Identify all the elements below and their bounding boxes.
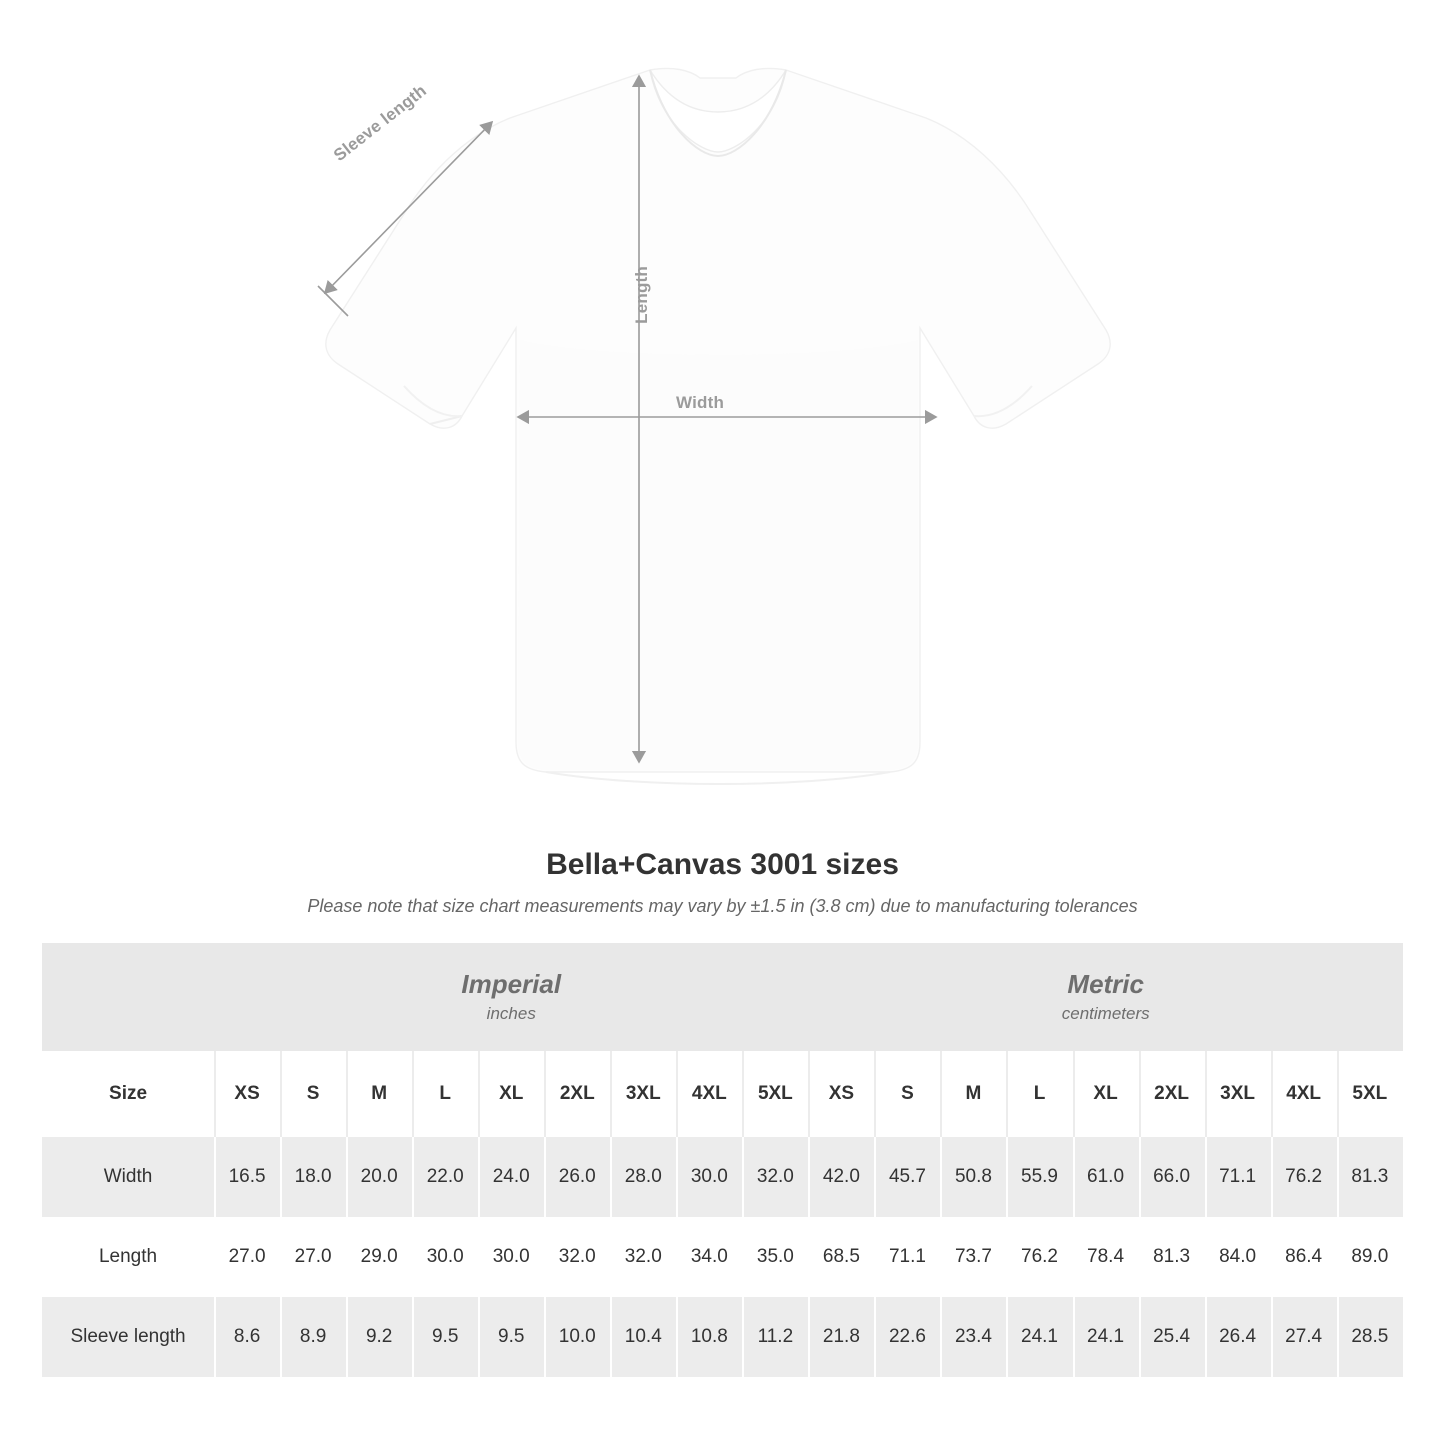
cell-sleeve-imperial-2xl: 10.0 xyxy=(544,1297,610,1377)
cell-width-imperial-5xl: 32.0 xyxy=(742,1137,808,1217)
table-row xyxy=(42,1297,1403,1377)
cell-sleeve-imperial-3xl: 10.4 xyxy=(610,1297,676,1377)
size-col-header: M xyxy=(346,1051,412,1137)
cell-length-metric-s: 71.1 xyxy=(874,1217,940,1297)
cell-width-metric-l: 55.9 xyxy=(1006,1137,1072,1217)
length-label: Length xyxy=(632,266,651,324)
cell-sleeve-imperial-4xl: 10.8 xyxy=(676,1297,742,1377)
size-col-header: S xyxy=(280,1051,346,1137)
cell-width-imperial-xs: 16.5 xyxy=(214,1137,280,1217)
size-col-header: L xyxy=(412,1051,478,1137)
cell-width-metric-2xl: 66.0 xyxy=(1139,1137,1205,1217)
size-col-header: XL xyxy=(1073,1051,1139,1137)
sleeve-length-label: Sleeve length xyxy=(330,80,431,165)
page-title: Bella+Canvas 3001 sizes xyxy=(546,848,899,881)
row-header-label: Size xyxy=(42,1051,214,1137)
size-col-header: XS xyxy=(808,1051,874,1137)
cell-length-imperial-5xl: 35.0 xyxy=(742,1217,808,1297)
cell-length-imperial-l: 30.0 xyxy=(412,1217,478,1297)
cell-length-metric-l: 76.2 xyxy=(1006,1217,1072,1297)
cell-sleeve-imperial-l: 9.5 xyxy=(412,1297,478,1377)
cell-width-metric-5xl: 81.3 xyxy=(1337,1137,1403,1217)
size-col-header: 2XL xyxy=(1139,1051,1205,1137)
cell-sleeve-metric-5xl: 28.5 xyxy=(1337,1297,1403,1377)
size-header-row xyxy=(42,1051,1403,1137)
sleeve-arrow-endcap xyxy=(318,286,348,316)
cell-sleeve-metric-s: 22.6 xyxy=(874,1297,940,1377)
size-col-header: 5XL xyxy=(1337,1051,1403,1137)
cell-sleeve-metric-xs: 21.8 xyxy=(808,1297,874,1377)
cell-length-imperial-4xl: 34.0 xyxy=(676,1217,742,1297)
cell-length-imperial-2xl: 32.0 xyxy=(544,1217,610,1297)
cell-length-metric-3xl: 84.0 xyxy=(1205,1217,1271,1297)
row-label-width: Width xyxy=(42,1137,214,1217)
width-label: Width xyxy=(676,393,725,412)
cell-sleeve-metric-4xl: 27.4 xyxy=(1271,1297,1337,1377)
imperial-unit-sub: inches xyxy=(486,1003,536,1023)
cell-sleeve-metric-l: 24.1 xyxy=(1006,1297,1072,1377)
size-chart-table xyxy=(42,943,1403,1377)
cell-length-metric-2xl: 81.3 xyxy=(1139,1217,1205,1297)
cell-length-imperial-m: 29.0 xyxy=(346,1217,412,1297)
size-col-header: 4XL xyxy=(676,1051,742,1137)
size-col-header: L xyxy=(1006,1051,1072,1137)
unit-header-row xyxy=(42,943,1403,1051)
cell-width-metric-4xl: 76.2 xyxy=(1271,1137,1337,1217)
cell-width-imperial-l: 22.0 xyxy=(412,1137,478,1217)
imperial-unit-name: Imperial xyxy=(461,969,562,999)
cell-width-imperial-4xl: 30.0 xyxy=(676,1137,742,1217)
cell-sleeve-metric-m: 23.4 xyxy=(940,1297,1006,1377)
cell-length-imperial-xl: 30.0 xyxy=(478,1217,544,1297)
cell-sleeve-imperial-xl: 9.5 xyxy=(478,1297,544,1377)
cell-length-metric-4xl: 86.4 xyxy=(1271,1217,1337,1297)
cell-width-imperial-3xl: 28.0 xyxy=(610,1137,676,1217)
cell-width-metric-m: 50.8 xyxy=(940,1137,1006,1217)
size-col-header: M xyxy=(940,1051,1006,1137)
size-col-header: XL xyxy=(478,1051,544,1137)
cell-sleeve-imperial-5xl: 11.2 xyxy=(742,1297,808,1377)
cell-sleeve-imperial-xs: 8.6 xyxy=(214,1297,280,1377)
row-label-length: Length xyxy=(42,1217,214,1297)
cell-width-imperial-xl: 24.0 xyxy=(478,1137,544,1217)
cell-length-metric-m: 73.7 xyxy=(940,1217,1006,1297)
metric-unit-sub: centimeters xyxy=(1061,1003,1150,1023)
cell-width-metric-xl: 61.0 xyxy=(1073,1137,1139,1217)
size-col-header: 3XL xyxy=(610,1051,676,1137)
cell-sleeve-imperial-m: 9.2 xyxy=(346,1297,412,1377)
row-label-sleeve-length: Sleeve length xyxy=(42,1297,214,1377)
cell-sleeve-imperial-s: 8.9 xyxy=(280,1297,346,1377)
shirt-shape xyxy=(326,68,1110,784)
size-col-header: 4XL xyxy=(1271,1051,1337,1137)
cell-width-metric-xs: 42.0 xyxy=(808,1137,874,1217)
chart-title-block xyxy=(0,848,1445,917)
cell-width-metric-3xl: 71.1 xyxy=(1205,1137,1271,1217)
cell-length-metric-5xl: 89.0 xyxy=(1337,1217,1403,1297)
metric-unit-cell xyxy=(808,943,1403,1051)
cell-length-imperial-s: 27.0 xyxy=(280,1217,346,1297)
cell-width-metric-s: 45.7 xyxy=(874,1137,940,1217)
metric-unit-name: Metric xyxy=(1067,969,1144,999)
cell-width-imperial-2xl: 26.0 xyxy=(544,1137,610,1217)
unit-spacer-cell xyxy=(42,943,214,1051)
size-col-header: 2XL xyxy=(544,1051,610,1137)
cell-length-imperial-3xl: 32.0 xyxy=(610,1217,676,1297)
cell-sleeve-metric-3xl: 26.4 xyxy=(1205,1297,1271,1377)
tolerance-note: Please note that size chart measurements may vary by ±1.5 in (3.8 cm) due to manufacturing tolerances xyxy=(307,896,1138,916)
cell-sleeve-metric-xl: 24.1 xyxy=(1073,1297,1139,1377)
imperial-unit-cell xyxy=(214,943,808,1051)
cell-length-metric-xl: 78.4 xyxy=(1073,1217,1139,1297)
cell-width-imperial-m: 20.0 xyxy=(346,1137,412,1217)
cell-length-imperial-xs: 27.0 xyxy=(214,1217,280,1297)
table-row xyxy=(42,1217,1403,1297)
size-col-header: 5XL xyxy=(742,1051,808,1137)
cell-length-metric-xs: 68.5 xyxy=(808,1217,874,1297)
size-col-header: S xyxy=(874,1051,940,1137)
table-row xyxy=(42,1137,1403,1217)
size-chart-table-wrapper xyxy=(42,943,1403,1377)
cell-width-imperial-s: 18.0 xyxy=(280,1137,346,1217)
size-col-header: 3XL xyxy=(1205,1051,1271,1137)
cell-sleeve-metric-2xl: 25.4 xyxy=(1139,1297,1205,1377)
size-col-header: XS xyxy=(214,1051,280,1137)
